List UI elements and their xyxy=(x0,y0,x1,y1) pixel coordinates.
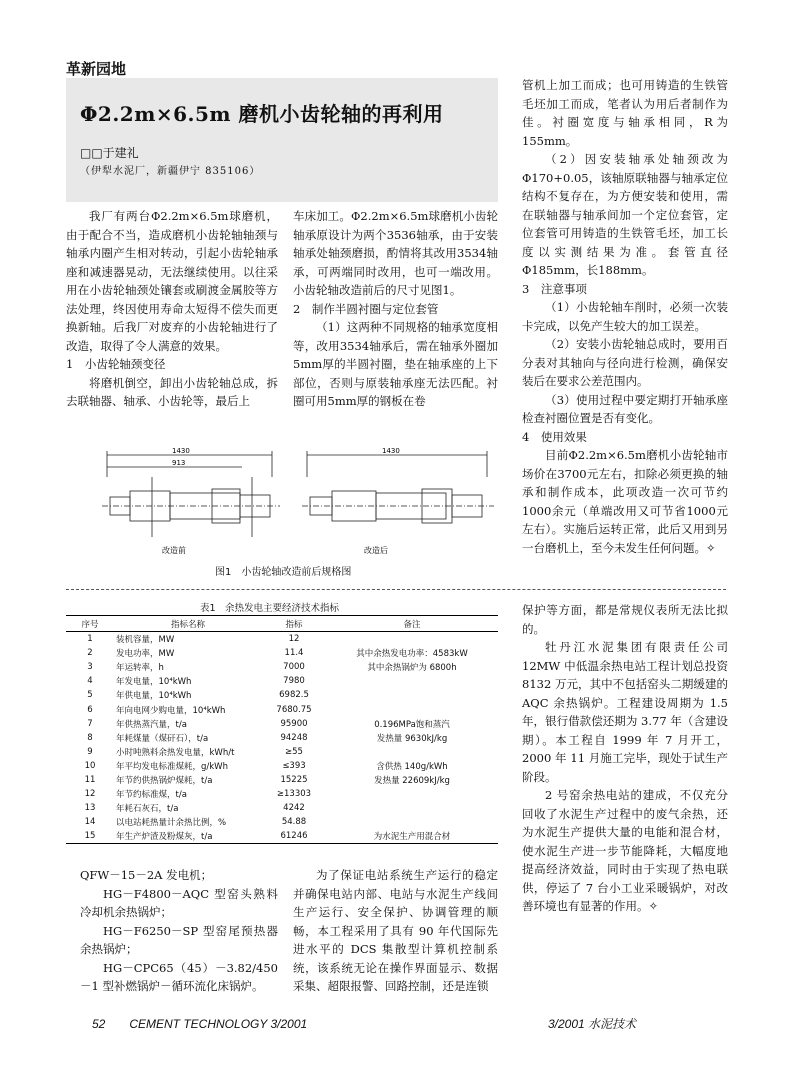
table-cell: 含供热 140g/kWh xyxy=(376,761,448,772)
economic-indicators-table xyxy=(66,615,498,844)
table-cell: 小时吨熟料余热发电量，kWh/t xyxy=(116,747,235,758)
table-cell: 0.196MPa饱和蒸汽 xyxy=(374,719,450,730)
table-cell: 1 xyxy=(87,634,93,645)
paragraph: （2）安装小齿轮轴总成时，要用百分表对其轴向与径向进行检测，确保安装后在要求公差范围内。 xyxy=(522,337,728,388)
footer-left: 52 CEMENT TECHNOLOGY 3/2001 xyxy=(92,1017,308,1031)
table-cell: 年发电量，10⁴kWh xyxy=(116,677,192,688)
figure-caption: 图1 小齿轮轴改造前后规格图 xyxy=(215,567,352,578)
table-cell: 94248 xyxy=(280,732,308,743)
table-row xyxy=(66,745,498,759)
paragraph: 为了保证电站系统生产运行的稳定并确保电站内部、电站与水泥生产线间生产运行、安全保护、协调管理的顺畅，本工程采用了具有 90 年代国际先进水平的 DCS 集散型计算机控制系统，该系统无论在操作界面显示、数据采集、超限报警、回路控制，还是连锁 xyxy=(293,868,498,993)
table-row xyxy=(66,829,498,844)
table-row xyxy=(66,773,498,787)
table-cell: 发热量 9630kJ/kg xyxy=(376,733,448,744)
body-column-1 xyxy=(66,207,278,411)
paragraph: 目前Φ2.2m×6.5m磨机小齿轮轴市场价在3700元左右，扣除必须更换的轴承和制作成本，此项改造一次可节约1000余元（单端改用又可节省1000元左右）。实施后运转正常，此后又用到另一台磨机上，至今未发生任何问题。✧ xyxy=(522,448,728,555)
table-cell: 6982.5 xyxy=(279,690,309,701)
paragraph: HG－CPC65（45）－3.82/450－1 型补燃锅炉－循环流化床锅炉。 xyxy=(80,960,278,993)
shaft-drawing-figure xyxy=(102,447,498,577)
article-separator xyxy=(66,589,726,590)
table-cell: 12 xyxy=(84,789,96,800)
table-cell xyxy=(326,702,498,716)
paragraph: 将磨机倒空，卸出小齿轮轴总成，拆去联轴器、轴承、小齿轮等，最后上 xyxy=(66,375,278,408)
paragraph: 保护等方面，都是常规仪表所无法比拟的。 xyxy=(522,603,728,636)
paragraph: （2）因安装轴承处轴颈改为Φ170+0.05，该轴原联轴器与轴承定位结构不复存在，为方便安装和使用，需在联轴器与轴承间加一个定位套管，定位套管可用铸造的生铁管毛坯，加工长度以实测结果为准。套管直径Φ185mm，长188mm。 xyxy=(522,152,728,277)
table-row xyxy=(66,646,498,660)
title-panel xyxy=(66,78,498,202)
section-tag: 革新园地 xyxy=(66,60,127,78)
table-header-row xyxy=(66,616,498,632)
table-cell: 7 xyxy=(87,718,93,729)
table-row xyxy=(66,674,498,688)
table-row xyxy=(66,702,498,716)
table-row xyxy=(66,815,498,829)
table-caption: 表1 余热发电主要经济技术指标 xyxy=(200,603,340,614)
section-heading: 4 使用效果 xyxy=(522,429,587,444)
table-cell: 其中余热锅炉为 6800h xyxy=(367,663,457,674)
table-cell xyxy=(326,787,498,801)
table-cell: 9 xyxy=(87,746,93,757)
table-row xyxy=(66,759,498,773)
article-title: Φ2.2m×6.5m 磨机小齿轮轴的再利用 xyxy=(80,102,444,126)
table-cell: 以电站耗热量计余热比例，% xyxy=(116,818,227,829)
table-cell: 年生产炉渣及粉煤灰，t/a xyxy=(114,829,262,844)
paragraph: 我厂有两台Φ2.2m×6.5m球磨机，由于配合不当，造成磨机小齿轮轴轴颈与轴承内圈产生相对转动，引起小齿轮轴承座和减速器晃动，无法继续使用。以往采用在小齿轮轴颈处镶套或刷渡金属胶等方法处理，终因使用寿命太短得不偿失而更换新轴。后我厂对废弃的小齿轮轴进行了改造，取得了令人满意的效果。 xyxy=(66,209,278,353)
table-cell: 4242 xyxy=(283,803,305,814)
table-cell xyxy=(326,674,498,688)
column-header: 备注 xyxy=(326,616,498,632)
table-cell: 年节约供热锅炉煤耗，t/a xyxy=(116,775,213,786)
table-cell: 6 xyxy=(87,704,93,715)
paragraph: QFW－15－2A 发电机； xyxy=(80,868,213,882)
dimension-label: 1430 xyxy=(382,447,400,455)
table-cell: 61246 xyxy=(262,829,326,844)
table-cell: 年运转率，h xyxy=(116,663,164,674)
table-cell: ≥55 xyxy=(285,746,303,757)
table-row xyxy=(66,688,498,702)
table-cell xyxy=(326,688,498,702)
table-cell: ≤393 xyxy=(282,760,306,771)
paragraph: HG－F4800－AQC 型窑头熟料冷却机余热锅炉； xyxy=(80,886,278,919)
author-line: □□于建礼 xyxy=(80,146,139,160)
table-cell: 15 xyxy=(66,829,114,844)
table-row xyxy=(66,801,498,815)
lower-column-1 xyxy=(80,866,278,996)
paragraph: （1）小齿轮轴车削时，必须一次装卡完成，以免产生较大的加工误差。 xyxy=(522,300,728,333)
table-cell: 年节约标准煤，t/a xyxy=(116,790,187,801)
section-heading: 1 小齿轮轴颈变径 xyxy=(66,357,166,371)
paragraph: 牡丹江水泥集团有限责任公司 12MW 中低温余热电站工程计划总投资 8132 万元，其中不包括窑头二期缓建的 AQC 余热锅炉。工程建设周期为 1.5 年，银行借款偿还期为 3.77 年（含建设期）。本工程自 1999 年 7 月开工，2000 年 11 月施工完毕，现处于试生产阶段。 xyxy=(522,640,728,784)
table-cell: 为水泥生产用混合材 xyxy=(326,829,498,844)
table-cell: 8 xyxy=(87,732,93,743)
table-cell: 装机容量，MW xyxy=(116,635,175,646)
paragraph: （3）使用过程中要定期打开轴承座检查衬圈位置是否有变化。 xyxy=(522,392,728,425)
table-row xyxy=(66,660,498,674)
dimension-label: 1430 xyxy=(172,447,190,455)
lower-column-3 xyxy=(522,601,728,916)
table-cell xyxy=(326,632,498,647)
table-cell: 4 xyxy=(87,676,93,687)
table-cell: 13 xyxy=(84,803,96,814)
table-cell: 7000 xyxy=(283,662,305,673)
table-cell: 54.88 xyxy=(281,817,307,828)
section-heading: 3 注意事项 xyxy=(522,281,587,296)
table-row xyxy=(66,717,498,731)
body-column-3 xyxy=(522,76,728,557)
after-label: 改造后 xyxy=(364,546,388,555)
table-row xyxy=(66,787,498,801)
column-header: 指标 xyxy=(262,616,326,632)
table-cell: 其中余热发电功率：4583kW xyxy=(356,649,468,660)
paragraph: HG－F6250－SP 型窑尾预热器余热锅炉； xyxy=(80,923,278,956)
table-cell: 7980 xyxy=(283,676,305,687)
table-cell: 年耗煤量（煤矸石），t/a xyxy=(116,733,209,744)
table-cell: 7680.75 xyxy=(276,704,312,715)
table-cell: 10 xyxy=(84,760,96,771)
before-label: 改造前 xyxy=(162,546,186,555)
table-cell: 14 xyxy=(84,817,96,828)
paragraph: 2 号窑余热电站的建成，不仅充分回收了水泥生产过程中的废气余热，还为水泥生产提供大量的电能和混合材，使水泥生产进一步节能降耗，大幅度地提高经济效益，同时由于实现了热电联供，停运了 7 台小工业采暖锅炉，对改善环境也有显著的作用。✧ xyxy=(522,788,728,913)
paragraph: 管机上加工而成；也可用铸造的生铁管毛坯加工而成，笔者认为用后者制作为佳。衬圈宽度与轴承相同，R为155mm。 xyxy=(522,78,728,148)
paragraph: （1）这两种不同规格的轴承宽度相等，改用3534轴承后，需在轴承外圈加5mm厚的半圆衬圈，垫在轴承座的上下部位，否则与原装轴承座无法匹配。衬圈可用5mm厚的钢板在卷 xyxy=(293,320,498,408)
table-cell xyxy=(326,745,498,759)
paragraph: 车床加工。Φ2.2m×6.5m球磨机小齿轮轴承原设计为两个3536轴承，由于安装轴承处轴颈磨损，酌情将其改用3534轴承，可两端同时改用，也可一端改用。小齿轮轴改造前后的尺寸见图1。 xyxy=(293,209,498,297)
table-cell: 95900 xyxy=(280,718,308,729)
body-column-2 xyxy=(293,207,498,411)
footer-right: 3/2001 水泥技术 xyxy=(548,1017,637,1031)
table-cell: 年平均发电标准煤耗，g/kWh xyxy=(116,761,228,772)
column-header: 序号 xyxy=(66,616,114,632)
table-cell xyxy=(326,801,498,815)
table-cell: 5 xyxy=(87,690,93,701)
table-cell: 发热量 22609kJ/kg xyxy=(374,775,450,786)
affiliation: （伊犁水泥厂，新疆伊宁 835106） xyxy=(80,166,261,177)
table-cell: 年供热蒸汽量，t/a xyxy=(116,719,187,730)
table-cell: 12 xyxy=(288,634,300,645)
section-heading: 2 制作半圆衬圈与定位套管 xyxy=(293,301,439,316)
dimension-label: 913 xyxy=(172,459,186,467)
table-cell: 年供电量，10⁴kWh xyxy=(116,691,192,702)
table-cell: 年耗石灰石，t/a xyxy=(116,804,179,815)
table-cell: 11.4 xyxy=(284,648,304,659)
table-cell: ≥13303 xyxy=(276,789,312,800)
table-cell: 11 xyxy=(84,774,96,785)
table-cell: 发电功率，MW xyxy=(116,649,175,660)
table-cell: 3 xyxy=(87,662,93,673)
table-cell xyxy=(326,815,498,829)
table-row xyxy=(66,632,498,647)
table-cell: 2 xyxy=(87,648,93,659)
table-cell: 年向电网少购电量，10⁴kWh xyxy=(116,705,226,716)
table-cell: 15225 xyxy=(280,774,308,785)
lower-column-2 xyxy=(293,866,498,996)
table-row xyxy=(66,731,498,745)
column-header: 指标名称 xyxy=(114,616,262,632)
